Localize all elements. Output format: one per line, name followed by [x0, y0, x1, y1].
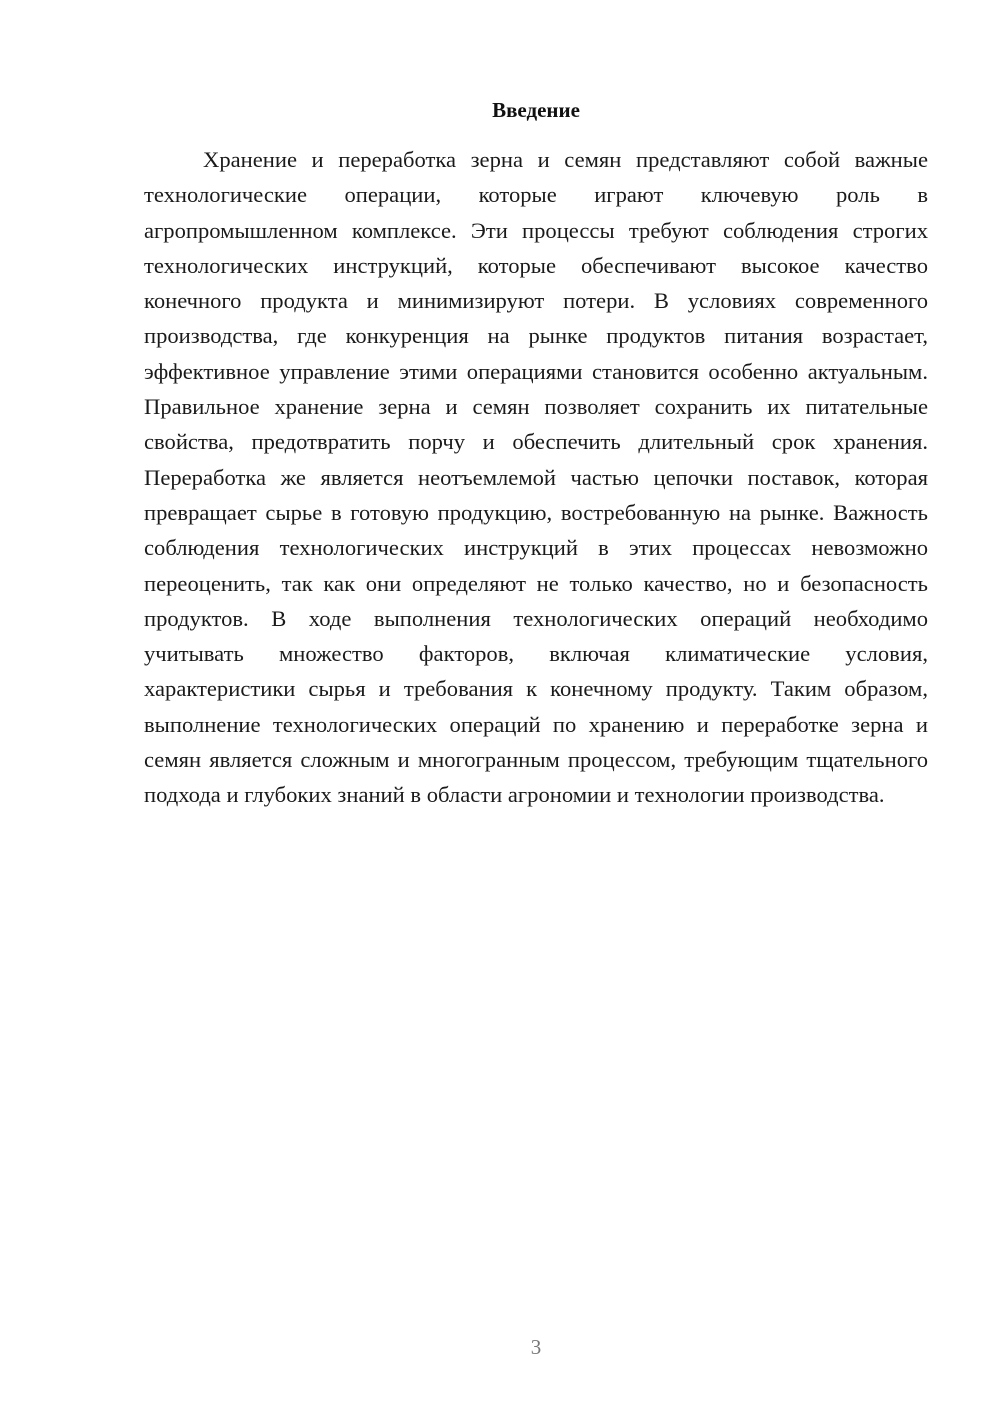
section-heading: Введение: [492, 98, 580, 122]
body-paragraph: Хранение и переработка зерна и семян представляют собой важные технологические операции, которые играют ключевую роль в агропромышленном комплексе. Эти процессы требуют соблюдения строгих технологических инструкций, которые обеспечивают высокое качество конечного продукта и минимизируют потери. В условиях современного производства, где конкуренция на рынке продуктов питания возрастает, эффективное управление этими операциями становится особенно актуальным. Правильное хранение зерна и семян позволяет сохранить их питательные свойства, предотвратить порчу и обеспечить длительный срок хранения. Переработка же является неотъемлемой частью цепочки поставок, которая превращает сырье в готовую продукцию, востребованную на рынке. Важность соблюдения технологических инструкций в этих процессах невозможно переоценить, так как они определяют не только качество, но и безопасность продуктов. В ходе выполнения технологических операций необходимо учитывать множество факторов, включая климатические условия, характеристики сырья и требования к конечному продукту. Таким образом, выполнение технологических операций по хранению и переработке зерна и семян является сложным и многогранным процессом, требующим тщательного подхода и глубоких знаний в области агрономии и технологии производства.: [144, 147, 928, 808]
page-number: 3: [530, 1335, 542, 1359]
